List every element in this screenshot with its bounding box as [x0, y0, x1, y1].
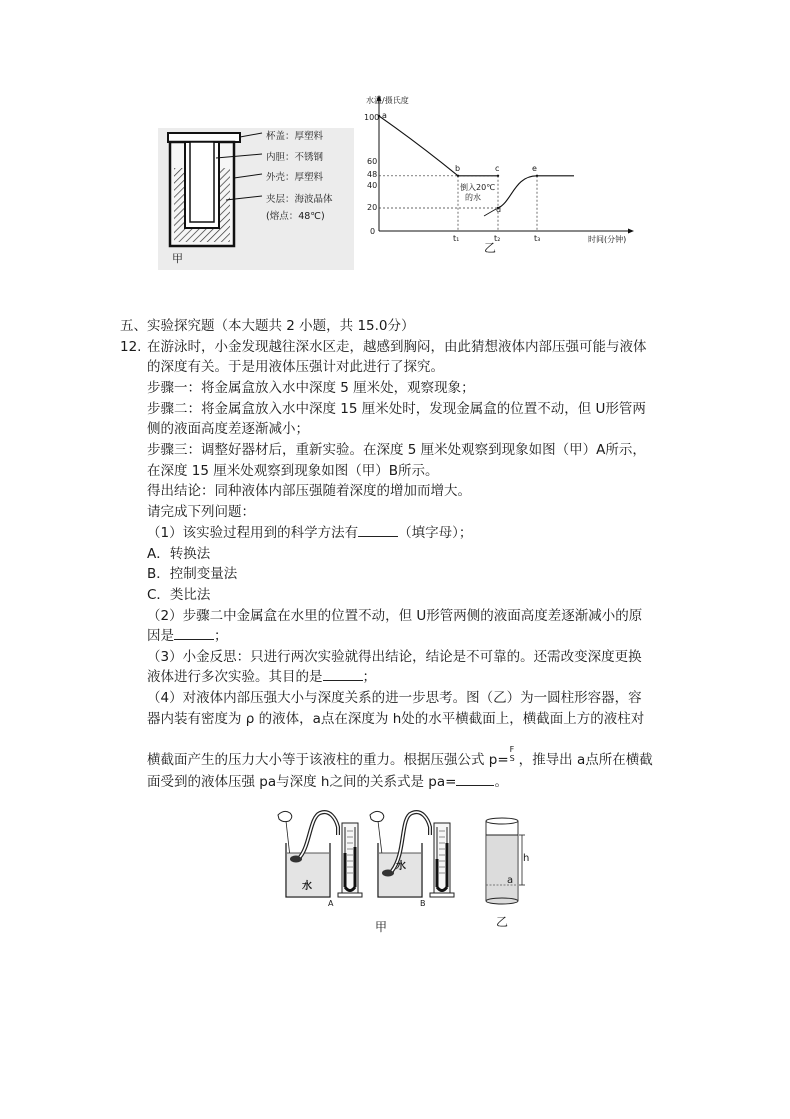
y-tick-48: 48: [367, 170, 378, 179]
setup-label-b: B: [420, 899, 426, 908]
point-label-b: b: [455, 164, 461, 173]
annotation-arrow: [484, 209, 496, 216]
water-label-b: 水: [396, 861, 406, 872]
instruction: 请完成下列问题：: [147, 504, 255, 520]
subq-4-line4-suffix: 。: [494, 774, 508, 790]
label-shell: 外壳：厚塑料: [266, 172, 324, 183]
setup-label-a: A: [328, 899, 334, 908]
y-axis-label: 水温/摄氏度: [366, 96, 409, 105]
conclusion: 得出结论：同种液体内部压强随着深度的增加而增大。: [147, 483, 471, 499]
annotation-line2: 的水: [465, 193, 481, 202]
x-tick-t3: t₃: [534, 234, 541, 243]
apparatus-svg: [272, 805, 532, 940]
step-three-line2: 在深度 15 厘米处观察到现象如图（甲）B所示。: [147, 463, 439, 479]
subq-4-line1: （4）对液体内部压强大小与深度关系的进一步思考。图（乙）为一圆柱形容器，容: [147, 690, 642, 706]
subq-1-prefix: （1）该实验过程用到的科学方法有: [147, 525, 359, 541]
subq-2-suffix: ；: [214, 628, 228, 644]
answer-blank-4[interactable]: [456, 785, 494, 786]
subq-3-prefix: 液体进行多次实验。其目的是: [147, 669, 323, 685]
answer-blank-3[interactable]: [323, 680, 363, 681]
point-label-c: c: [495, 164, 500, 173]
temperature-chart: [362, 94, 642, 254]
section-title: 五、实验探究题（本大题共 2 小题，共 15.0分）: [120, 318, 415, 334]
answer-blank-1[interactable]: [358, 536, 398, 537]
subq-2-prefix: 因是: [147, 628, 174, 644]
question-number: 12.: [120, 339, 142, 355]
chart-svg: [362, 94, 642, 254]
pressure-gauge-figures: [272, 805, 532, 940]
subq-4-line4: [147, 772, 508, 792]
caption-jia-bottom: 甲: [375, 920, 388, 934]
subq-4-line2: 器内装有密度为 ρ 的液体，a点在深度为 h处的水平横截面上，横截面上方的液柱对: [147, 711, 645, 727]
cylinder-container: [486, 818, 525, 904]
annotation-line1: 倒入20℃: [460, 183, 496, 192]
y-tick-100: 100: [364, 113, 380, 122]
setup-a: [278, 811, 362, 897]
curve-segment-ab: [379, 116, 461, 176]
setup-b: [370, 811, 454, 897]
subq-2-line2: [147, 626, 228, 646]
x-axis-label: 时间(分钟): [588, 235, 627, 244]
y-tick-20: 20: [367, 203, 378, 212]
curve-segment-de: [498, 176, 537, 208]
subq-4-line3-suffix: ，推导出 a点所在横截: [518, 752, 653, 768]
formula-denominator: S: [509, 754, 515, 763]
x-tick-t1: t₁: [453, 234, 460, 243]
label-interlayer: 夹层：海波晶体: [266, 194, 333, 205]
point-c: [497, 175, 499, 177]
y-tick-60: 60: [367, 157, 378, 166]
formula-numerator: F: [509, 745, 515, 754]
step-three-line1: 步骤三：调整好器材后，重新实验。在深度 5 厘米处观察到现象如图（甲）A所示，: [147, 442, 646, 458]
point-label-e: e: [532, 164, 537, 173]
label-liner: 内胆：不锈钢: [266, 152, 324, 163]
option-b: B．控制变量法: [147, 566, 238, 582]
point-e: [536, 175, 538, 177]
point-label-a: a: [382, 111, 387, 120]
subq-4-line4-prefix: 面受到的液体压强 pa与深度 h之间的关系式是 pa=: [147, 774, 457, 790]
step-two-line1: 步骤二：将金属盒放入水中深度 15 厘米处时，发现金属盒的位置不动，但 U形管两: [147, 401, 646, 417]
step-one: 步骤一：将金属盒放入水中深度 5 厘米处，观察现象；: [147, 380, 475, 396]
point-label-d: d: [496, 205, 502, 214]
y-tick-40: 40: [367, 181, 378, 190]
water-label-a: 水: [302, 881, 312, 892]
option-c: C．类比法: [147, 587, 211, 603]
chart-caption: 乙: [484, 241, 497, 255]
subq-4-line3-prefix: 横截面产生的压力大小等于该液柱的重力。根据压强公式 p=: [147, 752, 509, 768]
option-a: A．转换法: [147, 546, 211, 562]
y-tick-0: 0: [370, 227, 376, 236]
subq-3-line2: [147, 667, 376, 687]
subq-2-line1: （2）步骤二中金属盒在水里的位置不动，但 U形管两侧的液面高度差逐渐减小的原: [147, 608, 643, 624]
subq-3-line1: （3）小金反思：只进行两次实验就得出结论，结论是不可靠的。还需改变深度更换: [147, 649, 642, 665]
figure-thermos-photo: [158, 128, 354, 270]
label-melting-point: (熔点：48℃): [266, 211, 325, 222]
x-tick-t2: t₂: [494, 234, 501, 243]
depth-label-h: h: [523, 853, 530, 864]
point-b: [457, 175, 459, 177]
label-lid: 杯盖：厚塑料: [266, 131, 324, 142]
step-two-line2: 侧的液面高度差逐渐减小；: [147, 421, 309, 437]
subq-1: [147, 523, 472, 543]
subq-1-suffix: （填字母）；: [398, 525, 473, 541]
answer-blank-2[interactable]: [174, 639, 214, 640]
pressure-formula-fraction: [509, 745, 519, 764]
subq-3-suffix: ；: [362, 669, 376, 685]
stem-line-1: 在游泳时，小金发现越往深水区走，越感到胸闷，由此猜想液体内部压强可能与液体: [147, 339, 647, 355]
caption-yi-bottom: 乙: [496, 915, 509, 929]
subq-4-line3: [147, 745, 653, 770]
point-label-a-cylinder: a: [507, 875, 514, 886]
stem-line-2: 的深度有关。于是用液体压强计对此进行了探究。: [147, 359, 444, 375]
caption-jia-top: 甲: [172, 252, 183, 265]
